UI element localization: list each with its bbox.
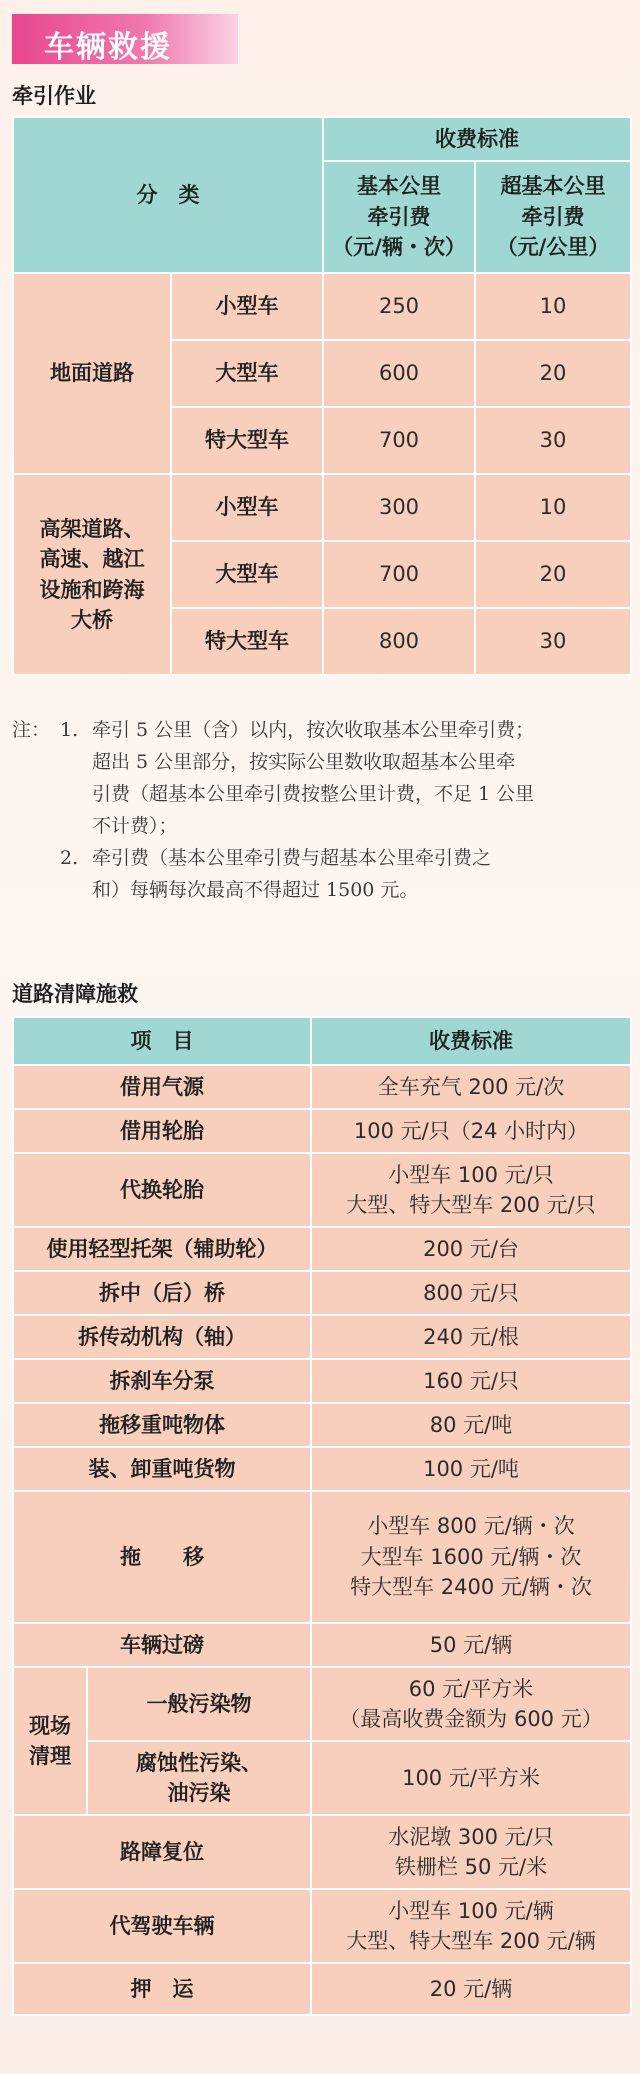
- table-row: [13, 1963, 631, 2015]
- extra-fee-value: 20: [475, 340, 631, 407]
- service-fee: 100 元/吨: [311, 1447, 631, 1491]
- note-text: 牵引 5 公里（含）以内，按次收取基本公里牵引费； 超出 5 公里部分，按实际公里数收取超基本公里牵 引费（超基本公里牵引费按整公里计费，不足 1 公里 不计费）；: [92, 719, 535, 837]
- extra-fee-value: 10: [475, 474, 631, 541]
- service-fee: 100 元/只（24 小时内）: [311, 1109, 631, 1153]
- service-item: 借用轮胎: [13, 1109, 311, 1153]
- basic-fee-value: 800: [323, 608, 475, 675]
- service-item: 代驾驶车辆: [13, 1889, 311, 1963]
- note-text: 牵引费（基本公里牵引费与超基本公里牵引费之 和）每辆每次最高不得超过 1500 元。: [92, 847, 492, 901]
- service-fee: 200 元/台: [311, 1227, 631, 1271]
- table-row: [13, 1623, 631, 1667]
- table-row: [13, 1153, 631, 1227]
- table-row: [13, 1491, 631, 1623]
- service-fee: 20 元/辆: [311, 1963, 631, 2015]
- road-group-label: 高架道路、 高速、越江 设施和跨海 大桥: [13, 474, 171, 675]
- table-row: [13, 1109, 631, 1153]
- basic-fee-value: 250: [323, 273, 475, 340]
- service-item: 拆中（后）桥: [13, 1271, 311, 1315]
- service-item: 路障复位: [13, 1815, 311, 1889]
- table-row: [13, 273, 631, 340]
- table-row: [13, 474, 631, 541]
- table-row: [13, 1315, 631, 1359]
- note-number: 1.: [60, 719, 79, 741]
- service-fee: 60 元/平方米 （最高收费金额为 600 元）: [311, 1667, 631, 1741]
- service-item: 装、卸重吨货物: [13, 1447, 311, 1491]
- service-item: 车辆过磅: [13, 1623, 311, 1667]
- vehicle-type: 特大型车: [171, 608, 323, 675]
- service-fee: 160 元/只: [311, 1359, 631, 1403]
- service-item: 代换轮胎: [13, 1153, 311, 1227]
- note-number: 2.: [60, 847, 79, 869]
- vehicle-type: 小型车: [171, 474, 323, 541]
- table-row: [13, 1667, 631, 1741]
- service-fee: 小型车 100 元/辆 大型、特大型车 200 元/辆: [311, 1889, 631, 1963]
- service-item: 腐蚀性污染、 油污染: [87, 1741, 311, 1815]
- extra-fee-value: 10: [475, 273, 631, 340]
- table-row: [13, 1815, 631, 1889]
- basic-fee-value: 300: [323, 474, 475, 541]
- vehicle-type: 大型车: [171, 340, 323, 407]
- service-fee: 80 元/吨: [311, 1403, 631, 1447]
- service-item: 使用轻型托架（辅助轮）: [13, 1227, 311, 1271]
- basic-fee-value: 700: [323, 541, 475, 608]
- site-cleaning-label: 现场 清理: [13, 1667, 87, 1815]
- notes-label: 注：: [12, 719, 51, 741]
- basic-fee-value: 600: [323, 340, 475, 407]
- road-group-label: 地面道路: [13, 273, 171, 474]
- table-row: [13, 1889, 631, 1963]
- service-item: 拖移重吨物体: [13, 1403, 311, 1447]
- vehicle-type: 小型车: [171, 273, 323, 340]
- extra-fee-value: 30: [475, 608, 631, 675]
- service-item: 借用气源: [13, 1065, 311, 1109]
- service-fee: 240 元/根: [311, 1315, 631, 1359]
- clearance-fee-table: [12, 1016, 632, 2016]
- clearance-section-title: 道路清障施救: [12, 982, 138, 1006]
- table-row: [13, 1065, 631, 1109]
- service-item: 拆刹车分泵: [13, 1359, 311, 1403]
- service-fee: 水泥墩 300 元/只 铁栅栏 50 元/米: [311, 1815, 631, 1889]
- fee-header: 收费标准: [311, 1017, 631, 1065]
- table-row: [13, 1271, 631, 1315]
- service-item: 押 运: [13, 1963, 311, 2015]
- towing-section-title: 牵引作业: [12, 84, 96, 108]
- towing-fee-table: [12, 116, 632, 676]
- service-fee: 全车充气 200 元/次: [311, 1065, 631, 1109]
- service-fee: 小型车 100 元/只 大型、特大型车 200 元/只: [311, 1153, 631, 1227]
- extra-fee-header: 超基本公里 牵引费 （元/公里）: [475, 161, 631, 273]
- basic-fee-value: 700: [323, 407, 475, 474]
- service-item: 拖 移: [13, 1491, 311, 1623]
- table-row: [13, 1403, 631, 1447]
- service-fee: 50 元/辆: [311, 1623, 631, 1667]
- section-banner: [12, 14, 238, 64]
- service-item: 一般污染物: [87, 1667, 311, 1741]
- service-fee: 小型车 800 元/辆・次 大型车 1600 元/辆・次 特大型车 2400 元/辆・次: [311, 1491, 631, 1623]
- towing-notes: [12, 714, 630, 906]
- vehicle-type: 大型车: [171, 541, 323, 608]
- item-header: 项 目: [13, 1017, 311, 1065]
- table-row: [13, 1359, 631, 1403]
- service-fee: 100 元/平方米: [311, 1741, 631, 1815]
- basic-fee-header: 基本公里 牵引费 （元/辆・次）: [323, 161, 475, 273]
- vehicle-type: 特大型车: [171, 407, 323, 474]
- service-item: 拆传动机构（轴）: [13, 1315, 311, 1359]
- table-row: [13, 1741, 631, 1815]
- service-fee: 800 元/只: [311, 1271, 631, 1315]
- table-row: [13, 1227, 631, 1271]
- extra-fee-value: 20: [475, 541, 631, 608]
- fee-standard-header: 收费标准: [323, 117, 631, 161]
- table-row: [13, 1447, 631, 1491]
- category-header: 分 类: [13, 117, 323, 273]
- extra-fee-value: 30: [475, 407, 631, 474]
- banner-title: 车辆救援: [44, 30, 172, 65]
